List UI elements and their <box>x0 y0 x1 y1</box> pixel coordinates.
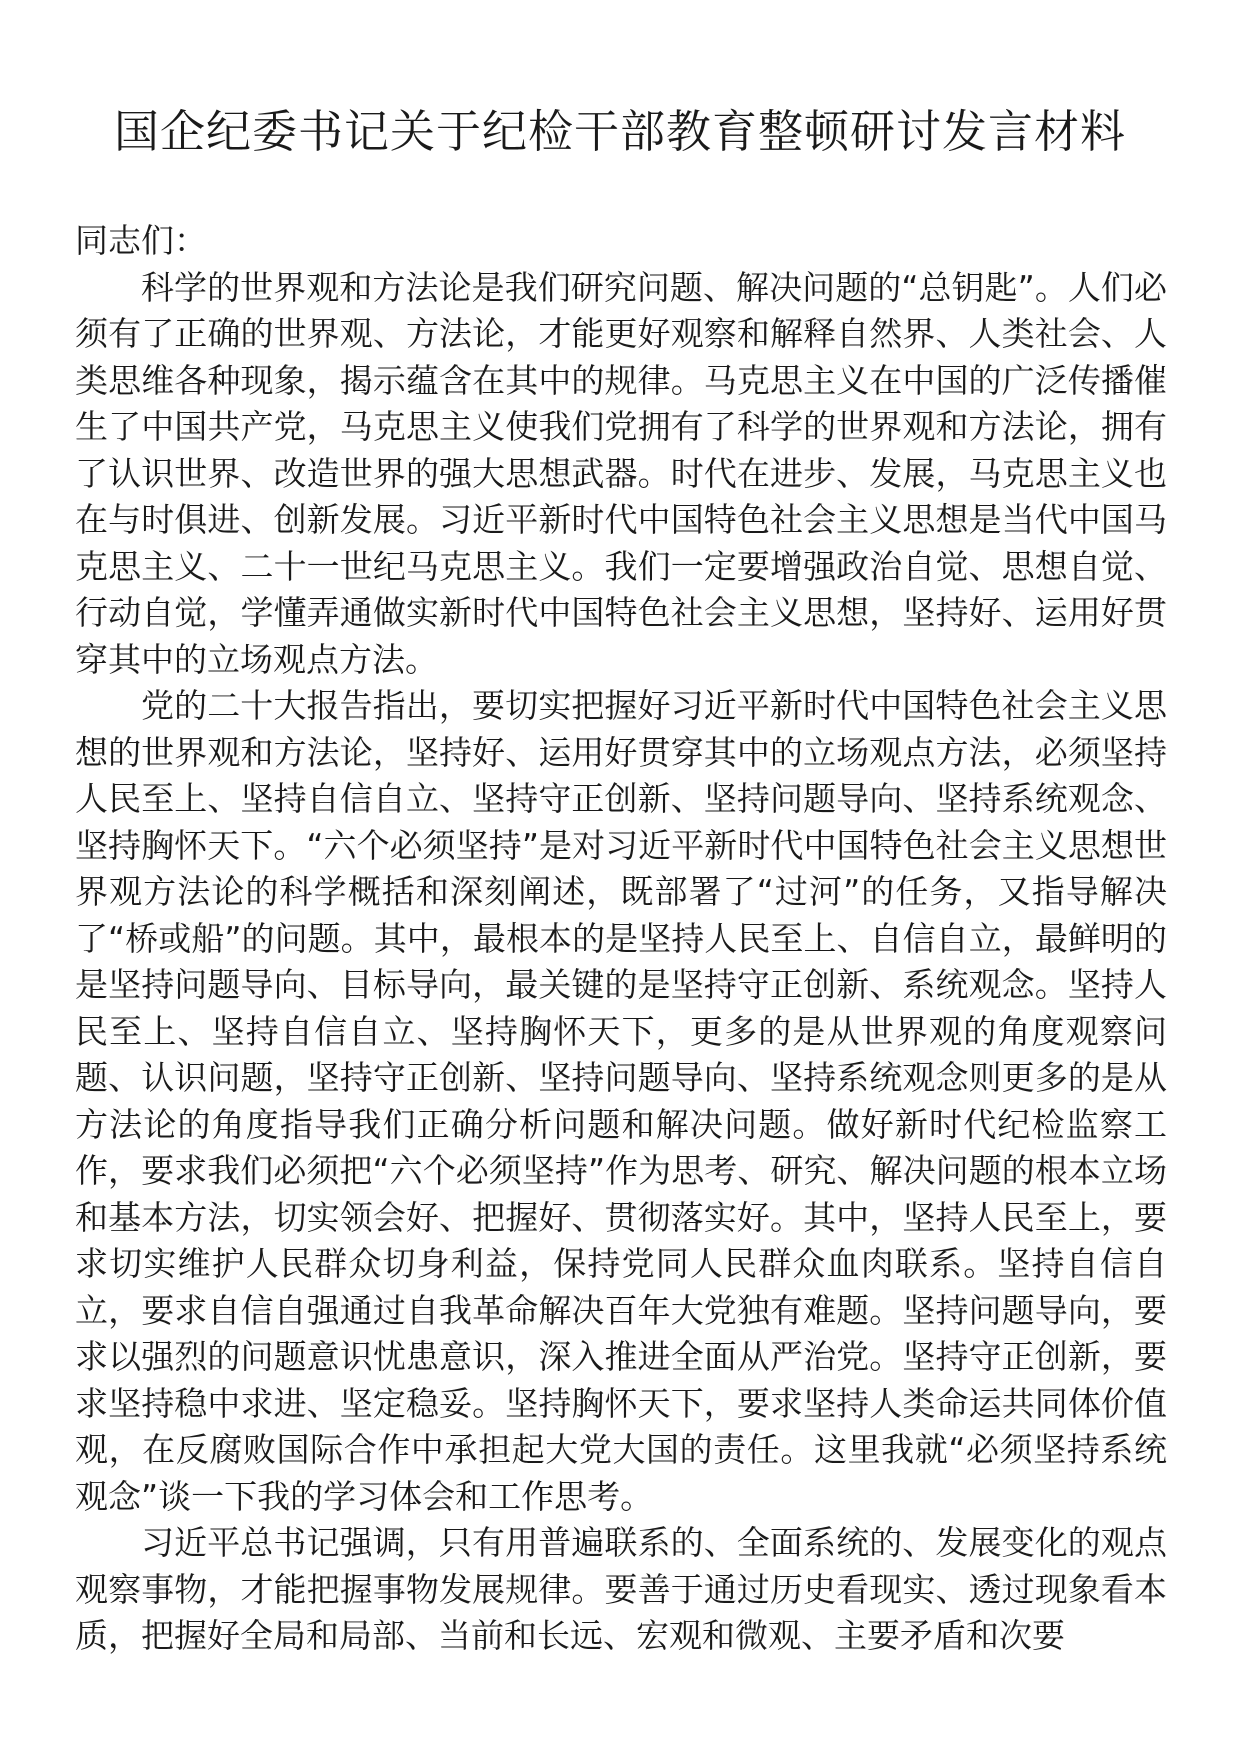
document-body <box>75 218 1167 1660</box>
document-title: 国企纪委书记关于纪检干部教育整顿研讨发言材料 <box>113 105 1126 158</box>
paragraph-3: 习近平总书记强调，只有用普遍联系的、全面系统的、发展变化的观点观察事物，才能把握事物发展规律。要善于通过历史看现实、透过现象看本质，把握好全局和局部、当前和长远、宏观和微观、主要矛盾和次要 <box>75 1523 1167 1655</box>
paragraph-2: 党的二十大报告指出，要切实把握好习近平新时代中国特色社会主义思想的世界观和方法论，坚持好、运用好贯穿其中的立场观点方法，必须坚持人民至上、坚持自信自立、坚持守正创新、坚持问题导向、坚持系统观念、坚持胸怀天下。“六个必须坚持”是对习近平新时代中国特色社会主义思想世界观方法论的科学概括和深刻阐述，既部署了“过河”的任务，又指导解决了“桥或船”的问题。其中，最根本的是坚持人民至上、自信自立，最鲜明的是坚持问题导向、目标导向，最关键的是坚持守正创新、系统观念。坚持人民至上、坚持自信自立、坚持胸怀天下，更多的是从世界观的角度观察问题、认识问题，坚持守正创新、坚持问题导向、坚持系统观念则更多的是从方法论的角度指导我们正确分析问题和解决问题。做好新时代纪检监察工作，要求我们必须把“六个必须坚持”作为思考、研究、解决问题的根本立场和基本方法，切实领会好、把握好、贯彻落实好。其中，坚持人民至上，要求切实维护人民群众切身利益，保持党同人民群众血肉联系。坚持自信自立，要求自信自强通过自我革命解决百年大党独有难题。坚持问题导向，要求以强烈的问题意识忧患意识，深入推进全面从严治党。坚持守正创新，要求坚持稳中求进、坚定稳妥。坚持胸怀天下，要求坚持人类命运共同体价值观，在反腐败国际合作中承担起大党大国的责任。这里我就“必须坚持系统观念”谈一下我的学习体会和工作思考。 <box>75 686 1167 1516</box>
salutation: 同志们： <box>75 221 207 260</box>
paragraph-1: 科学的世界观和方法论是我们研究问题、解决问题的“总钥匙”。人们必须有了正确的世界观、方法论，才能更好观察和解释自然界、人类社会、人类思维各种现象，揭示蕴含在其中的规律。马克思主义在中国的广泛传播催生了中国共产党，马克思主义使我们党拥有了科学的世界观和方法论，拥有了认识世界、改造世界的强大思想武器。时代在进步、发展，马克思主义也在与时俱进、创新发展。习近平新时代中国特色社会主义思想是当代中国马克思主义、二十一世纪马克思主义。我们一定要增强政治自觉、思想自觉、行动自觉，学懂弄通做实新时代中国特色社会主义思想，坚持好、运用好贯穿其中的立场观点方法。 <box>75 267 1167 679</box>
